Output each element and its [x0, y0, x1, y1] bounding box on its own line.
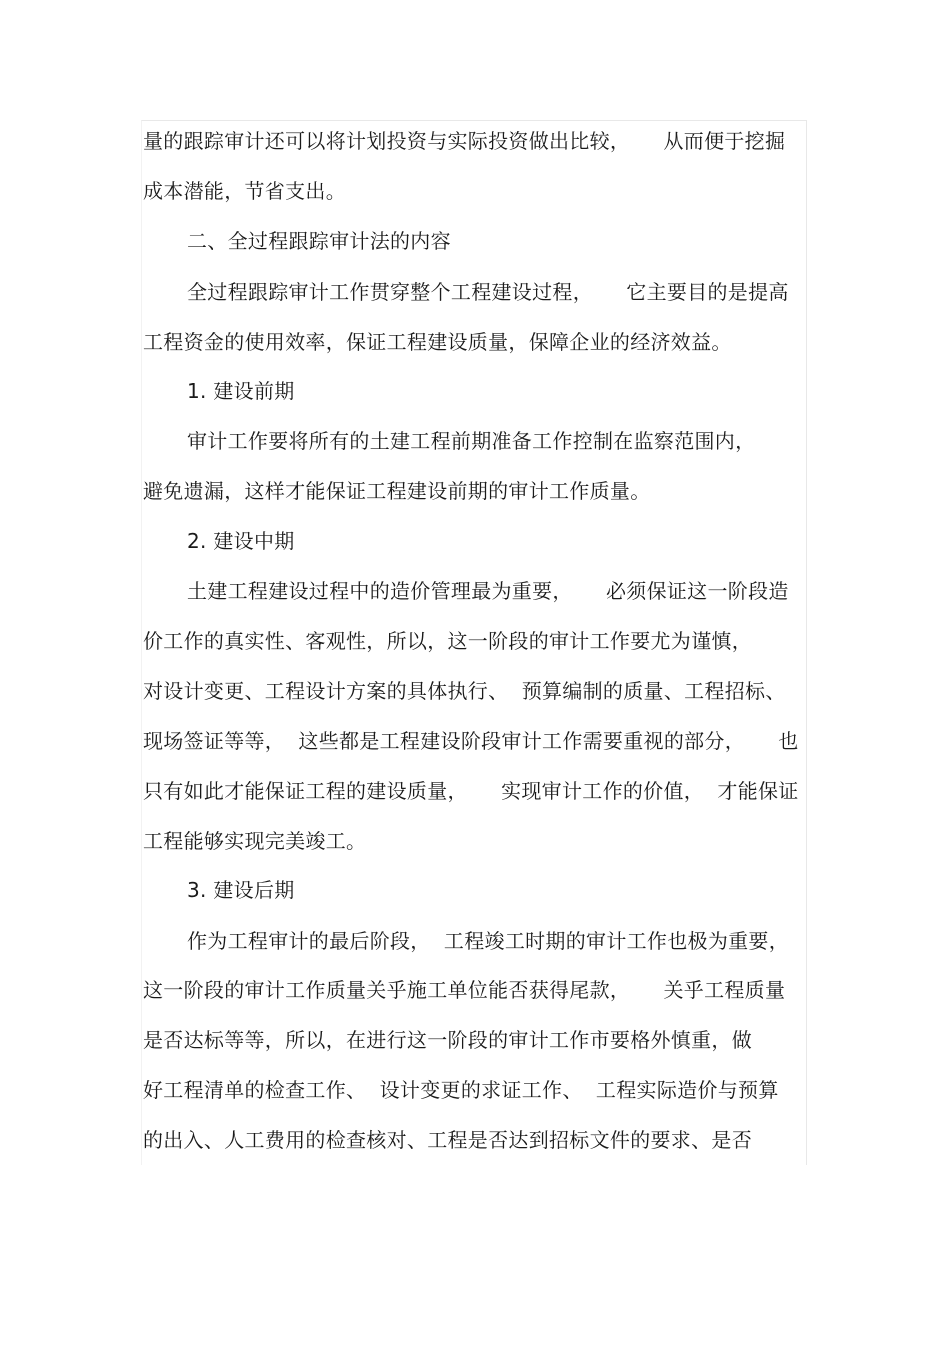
- subsection-heading: 2. 建设中期: [187, 529, 295, 553]
- section-heading: 二、全过程跟踪审计法的内容: [187, 229, 451, 253]
- text-line: 全过程跟踪审计工作贯穿整个工程建设过程， 它主要目的是提高: [187, 280, 789, 304]
- text-line: 这一阶段的审计工作质量关乎施工单位能否获得尾款， 关乎工程质量: [143, 978, 786, 1002]
- subsection-heading: 1. 建设前期: [187, 379, 295, 403]
- text-line: 量的跟踪审计还可以将计划投资与实际投资做出比较， 从而便于挖掘: [143, 129, 786, 153]
- text-line: 只有如此才能保证工程的建设质量， 实现审计工作的价值， 才能保证: [143, 779, 799, 803]
- text-line: 成本潜能，节省支出。: [143, 179, 346, 203]
- text-line: 对设计变更、工程设计方案的具体执行、 预算编制的质量、工程招标、: [143, 679, 786, 703]
- text-line: 工程资金的使用效率，保证工程建设质量，保障企业的经济效益。: [143, 330, 732, 354]
- text-line: 价工作的真实性、客观性，所以，这一阶段的审计工作要尤为谨慎，: [143, 629, 752, 653]
- text-line: 避免遗漏，这样才能保证工程建设前期的审计工作质量。: [143, 479, 651, 503]
- text-line: 作为工程审计的最后阶段， 工程竣工时期的审计工作也极为重要，: [187, 929, 790, 953]
- text-line: 现场签证等等， 这些都是工程建设阶段审计工作需要重视的部分， 也: [143, 729, 799, 753]
- text-line: 土建工程建设过程中的造价管理最为重要， 必须保证这一阶段造: [187, 579, 789, 603]
- text-line: 是否达标等等，所以，在进行这一阶段的审计工作市要格外慎重，做: [143, 1028, 752, 1052]
- subsection-heading: 3. 建设后期: [187, 878, 295, 902]
- text-line: 好工程清单的检查工作、 设计变更的求证工作、 工程实际造价与预算: [143, 1078, 779, 1102]
- text-line: 审计工作要将所有的土建工程前期准备工作控制在监察范围内，: [187, 429, 756, 453]
- text-line: 工程能够实现完美竣工。: [143, 829, 367, 853]
- text-line: 的出入、人工费用的检查核对、工程是否达到招标文件的要求、是否: [143, 1128, 752, 1152]
